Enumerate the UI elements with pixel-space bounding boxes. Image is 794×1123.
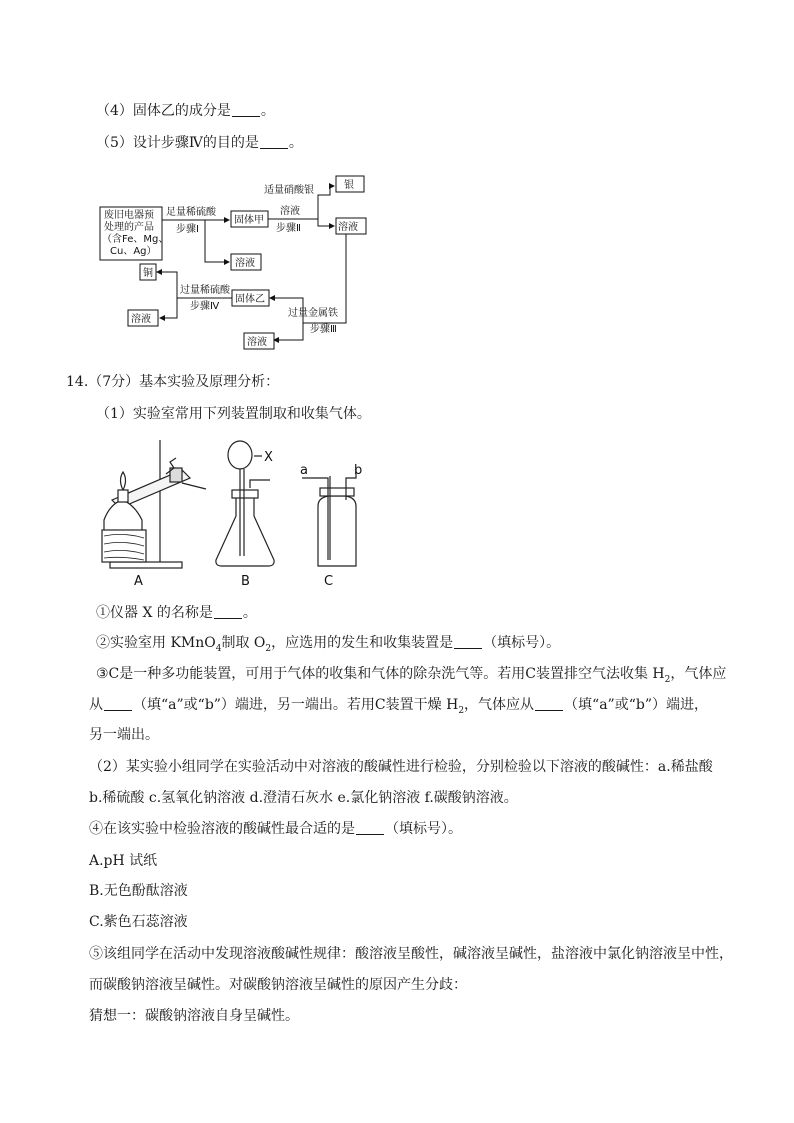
q14-s1: ①仪器 X 的名称是 。	[96, 605, 257, 621]
label-b: b	[354, 463, 363, 478]
step2-reagent2: 溶液	[280, 206, 300, 217]
q14-s5-line2: 而碳酸钠溶液呈碱性。对碳酸钠溶液呈碱性的原因产生分歧：	[89, 977, 467, 993]
step2-reagent: 适量硝酸银	[264, 185, 314, 196]
q14-part2-line2: b.稀硫酸 c.氢氧化钠溶液 d.澄清石灰水 e.氯化钠溶液 f.碳酸钠溶液。	[89, 790, 518, 806]
answer-blank[interactable]	[356, 820, 384, 835]
apparatus-figure	[0, 430, 794, 590]
start-text-3: （含Fe、Mg、	[102, 234, 169, 245]
process-flowchart	[0, 0, 794, 370]
step4-name: 步骤Ⅳ	[190, 301, 220, 312]
label-C: C	[324, 574, 334, 589]
start-text-1: 废旧电器预	[104, 210, 154, 221]
step2-name: 步骤Ⅱ	[276, 223, 301, 234]
q14-s2: ②实验室用 KMnO$_4$制取 $O_2$，应选用的发生和收集装置是 （填标号）。	[96, 635, 561, 654]
start-text-4: Cu、Ag）	[110, 246, 157, 257]
answer-blank[interactable]	[214, 604, 242, 619]
label-A: A	[134, 574, 143, 589]
solution-step1-label: 溶液	[235, 258, 255, 269]
solid-yi-label: 固体乙	[235, 294, 265, 305]
q14-s3-line2: 从 （填“a”或“b”）端进，另一端出。若用C装置干燥 $H_2$，气体应从 （填“a”或“b”）端进，	[89, 697, 708, 716]
label-a: a	[300, 463, 308, 478]
step3-reagent: 过量金属铁	[288, 308, 338, 319]
step1-name: 步骤Ⅰ	[176, 224, 199, 235]
q14-s3-line3: 另一端出。	[89, 727, 159, 743]
q14-option-b: B.无色酚酞溶液	[89, 883, 188, 899]
q14-option-c: C.紫色石蕊溶液	[89, 914, 188, 930]
q14-part2-line1: （2）某实验小组同学在实验活动中对溶液的酸碱性进行检验，分别检验以下溶液的酸碱性：a.稀盐酸	[89, 759, 713, 775]
silver-label: 银	[344, 180, 354, 191]
q14-header: 14.（7分）基本实验及原理分析：	[66, 374, 280, 390]
start-text-2: 处理的产品	[104, 222, 154, 233]
answer-blank[interactable]	[454, 634, 482, 649]
step1-reagent: 足量稀硫酸	[166, 207, 216, 218]
q14-s4: ④在该实验中检验溶液的酸碱性最合适的是 （填标号）。	[89, 821, 462, 837]
label-B: B	[241, 574, 250, 589]
q14-option-a: A.pH 试纸	[89, 853, 158, 869]
copper-label: 铜	[143, 268, 153, 279]
answer-blank[interactable]	[104, 696, 132, 711]
solution-right-label: 溶液	[338, 222, 358, 233]
solid-jia-label: 固体甲	[234, 215, 264, 226]
answer-blank[interactable]	[535, 696, 563, 711]
step4-reagent: 过量稀硫酸	[180, 285, 230, 296]
solution-step4-label: 溶液	[131, 314, 151, 325]
q14-guess1: 猜想一：碳酸钠溶液自身呈碱性。	[89, 1008, 299, 1024]
q13-item5: （5）设计步骤Ⅳ的目的是 。	[96, 135, 303, 151]
q14-s5-line1: ⑤该组同学在活动中发现溶液酸碱性规律：酸溶液呈酸性，碱溶液呈碱性，盐溶液中氯化钠溶液呈中性，	[89, 946, 733, 962]
q14-part1: （1）实验室常用下列装置制取和收集气体。	[96, 406, 371, 422]
q14-s3-line1: ③C是一种多功能装置，可用于气体的收集和气体的除杂洗气等。若用C装置排空气法收集 $H_2$，气体应	[96, 666, 727, 685]
solution-step3-label: 溶液	[247, 337, 267, 348]
step3-name: 步骤Ⅲ	[310, 324, 337, 335]
q13-item4: （4）固体乙的成分是 。	[96, 103, 275, 119]
label-X: X	[264, 450, 273, 465]
